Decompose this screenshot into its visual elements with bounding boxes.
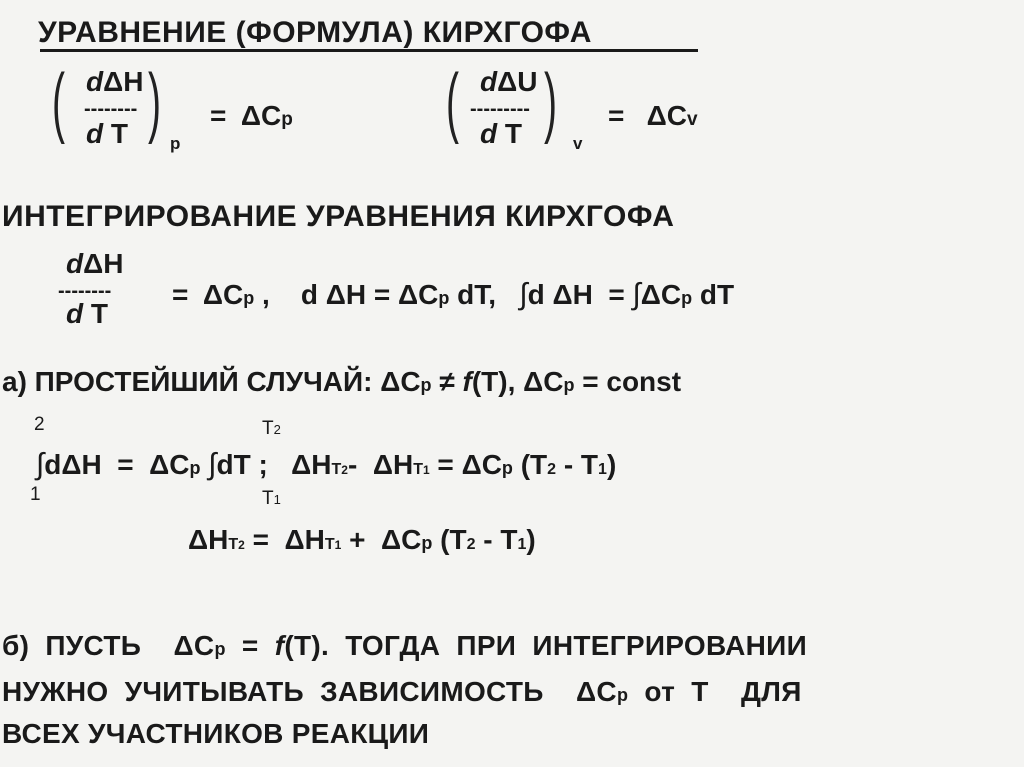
case-b-line-3: ВСЕХ УЧАСТНИКОВ РЕАКЦИИ bbox=[2, 718, 430, 749]
eq2-denominator: d T bbox=[480, 118, 522, 149]
integ-rhs: = ΔCp , d ΔH = ΔCp dT, ∫d ΔH = ∫ΔCp dT bbox=[172, 278, 735, 311]
eq2-subscript: v bbox=[573, 134, 583, 153]
case-a-heading: а) ПРОСТЕЙШИЙ СЛУЧАЙ: ΔCp ≠ f(T), ΔCp = const bbox=[2, 366, 682, 397]
integ-denominator: d T bbox=[66, 298, 108, 329]
eq1-rhs: = ΔCp bbox=[210, 100, 293, 131]
eq2-rhs: = ΔCv bbox=[608, 100, 698, 131]
close-paren: ) bbox=[544, 57, 557, 145]
eq2-numerator: dΔU bbox=[480, 66, 538, 97]
case-b-line-2: НУЖНО УЧИТЫВАТЬ ЗАВИСИМОСТЬ ΔCp от T ДЛЯ bbox=[2, 676, 802, 707]
eq1-denominator: d T bbox=[86, 118, 128, 149]
integral-lower-limit-t1: T1 bbox=[262, 488, 281, 509]
integral-lower-limit: 1 bbox=[30, 484, 41, 505]
integral-upper-limit: 2 bbox=[34, 414, 45, 435]
case-b-line-1: б) ПУСТЬ ΔCp = f(T). ТОГДА ПРИ ИНТЕГРИРОВАНИИ bbox=[2, 630, 807, 661]
eq1-fraction-line: -------- bbox=[84, 98, 138, 120]
integral-upper-limit-t2: T2 bbox=[262, 418, 281, 439]
title-underline bbox=[40, 49, 698, 52]
open-paren: ( bbox=[446, 57, 459, 145]
section-heading: ИНТЕГРИРОВАНИЕ УРАВНЕНИЯ КИРХГОФА bbox=[2, 200, 675, 233]
integ-fraction-line: -------- bbox=[58, 280, 112, 302]
eq2-fraction-line: --------- bbox=[470, 98, 530, 120]
integ-numerator: dΔH bbox=[66, 248, 124, 279]
eq1-subscript: p bbox=[170, 134, 181, 153]
open-paren: ( bbox=[52, 57, 65, 145]
case-a-equation-2: ΔHT2 = ΔHT1 + ΔCp (T2 - T1) bbox=[188, 524, 536, 555]
case-a-equation-1: ∫dΔH = ΔCp ∫dT ; ΔHT2- ΔHT1 = ΔCp (T2 - T1) bbox=[36, 448, 617, 481]
close-paren: ) bbox=[148, 57, 161, 145]
page-title: УРАВНЕНИЕ (ФОРМУЛА) КИРХГОФА bbox=[38, 16, 592, 49]
eq1-numerator: dΔH bbox=[86, 66, 144, 97]
